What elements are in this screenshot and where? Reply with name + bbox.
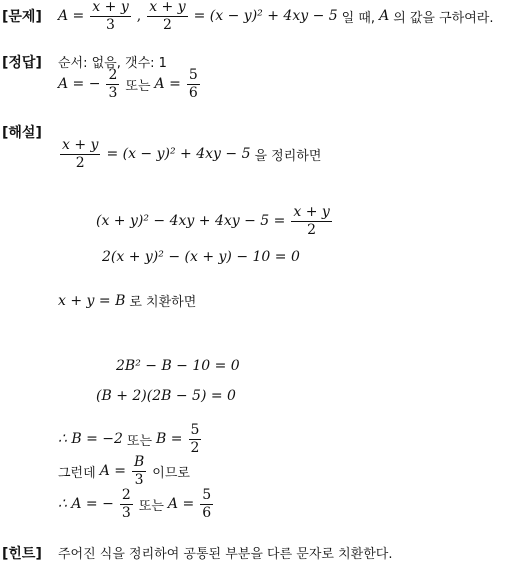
solution-step-9: [58, 488, 215, 520]
answer-values: [58, 68, 202, 100]
solution-step-5: 2B² − B − 10 = 0: [116, 358, 240, 374]
solution-s9-den2: 6: [202, 504, 212, 521]
solution-s9-num2: 5: [202, 487, 212, 503]
solution-s2-num: x + y: [293, 204, 330, 220]
solution-step-6: (B + 2)(2B − 5) = 0: [96, 388, 236, 404]
hint-text: 주어진 식을 정리하여 공통된 부분을 다른 문자로 치환한다.: [58, 547, 393, 562]
solution-s9-fraction-2: [200, 488, 213, 520]
solution-s1-fraction: [60, 138, 100, 170]
solution-s9-den1: 3: [121, 504, 131, 521]
answer-frac1-den: 3: [108, 84, 118, 101]
problem-a-prefix: A =: [58, 8, 85, 25]
answer-frac1-num: 2: [108, 67, 118, 83]
solution-s9-num1: 2: [121, 487, 131, 503]
solution-s9-math: ∴ A = −: [58, 496, 114, 513]
answer-fraction-1: [106, 68, 119, 100]
solution-step-3: 2(x + y)² − (x + y) − 10 = 0: [102, 249, 300, 265]
problem-frac1-num: x + y: [92, 0, 129, 15]
solution-s7-ko: 또는: [126, 433, 153, 449]
solution-s2-den: 2: [307, 221, 317, 238]
problem-ko-when: 일 때,: [341, 10, 376, 26]
solution-s8-ko1: 그런데: [58, 465, 96, 481]
solution-step-1: [58, 138, 321, 170]
answer-a2: A =: [154, 76, 181, 93]
answer-fraction-2: [187, 68, 200, 100]
problem-frac2-num: x + y: [149, 0, 186, 15]
solution-s7-fraction: [189, 423, 202, 455]
solution-s1-den: 2: [75, 154, 85, 171]
solution-s1-rhs: = (x − y)² + 4xy − 5: [106, 146, 251, 163]
solution-s4-math: x + y = B: [58, 292, 126, 309]
solution-s8-den: 3: [134, 471, 144, 488]
answer-label: [정답]: [2, 55, 42, 71]
solution-s7-num: 5: [190, 422, 200, 438]
solution-s7-b: B =: [156, 431, 183, 448]
solution-s9-fraction-1: [120, 488, 133, 520]
solution-step-8: [58, 455, 190, 487]
solution-s1-ko: 을 정리하면: [254, 148, 322, 164]
solution-s7-math: ∴ B = −2: [58, 431, 123, 448]
solution-s8-a: A =: [99, 463, 126, 480]
problem-ko-ask: 의 값을 구하여라.: [393, 10, 494, 26]
hint-label: [힌트]: [2, 546, 42, 562]
answer-frac2-den: 6: [188, 84, 198, 101]
solution-s1-num: x + y: [62, 137, 99, 153]
problem-label: [문제]: [2, 9, 42, 25]
solution-s2-fraction: [291, 205, 331, 237]
problem-a-var: A: [379, 8, 390, 25]
solution-s8-fraction: [132, 455, 146, 487]
solution-s7-den: 2: [190, 439, 200, 456]
problem-statement: [58, 0, 494, 32]
solution-step-7: [58, 423, 203, 455]
solution-step-4: [58, 291, 196, 310]
solution-s4-ko: 로 치환하면: [129, 295, 197, 310]
problem-sep: ,: [136, 8, 142, 25]
problem-frac2-den: 2: [162, 16, 172, 33]
solution-s2-lhs: (x + y)² − 4xy + 4xy − 5 =: [96, 213, 286, 230]
answer-meta: 순서: 없음, 갯수: 1: [58, 56, 167, 71]
problem-frac1-den: 3: [106, 16, 115, 33]
solution-step-2: [96, 205, 334, 237]
problem-rhs: = (x − y)² + 4xy − 5: [193, 8, 338, 25]
answer-a1: A = −: [58, 76, 101, 93]
problem-fraction-1: [90, 0, 130, 32]
answer-or: 또는: [125, 78, 151, 94]
solution-s9-a: A =: [167, 496, 195, 513]
solution-s9-ko: 또는: [138, 498, 164, 514]
solution-s8-num: B: [133, 454, 145, 470]
solution-s8-ko2: 이므로: [152, 465, 190, 481]
solution-label: [해설]: [2, 125, 42, 141]
answer-frac2-num: 5: [188, 67, 198, 83]
problem-fraction-2: [147, 0, 187, 32]
